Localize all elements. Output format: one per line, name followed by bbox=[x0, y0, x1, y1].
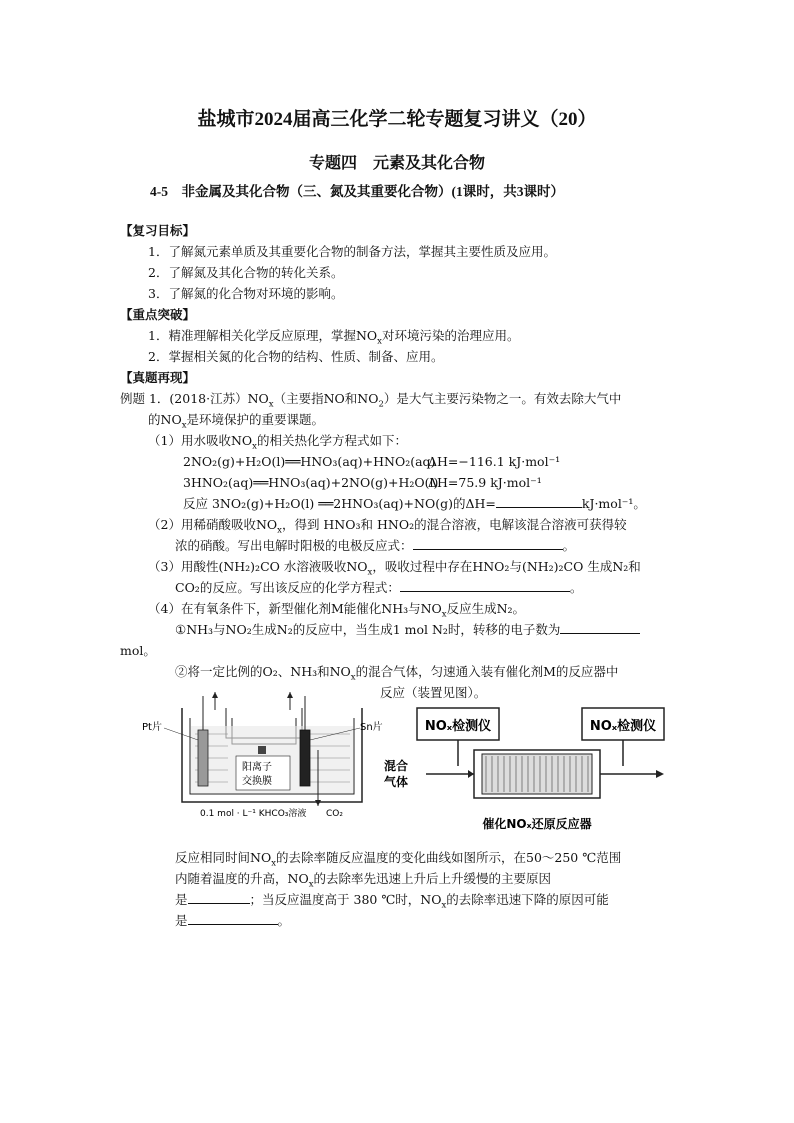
solution-label: 0.1 mol · L⁻¹ KHCO₃溶液 bbox=[200, 809, 307, 819]
membrane-label-1: 阳离子 bbox=[242, 762, 272, 773]
question-1: （1）用水吸收$NO_x$的相关热化学方程式如下： bbox=[148, 433, 407, 452]
question-2-line-1: （2）用稀硝酸吸收$NO_x$，得到 HNO₃和 HNO₂的混合溶液，电解该混合溶液可获得较 bbox=[148, 517, 627, 536]
gas-out-arrow-left bbox=[212, 692, 218, 698]
equation-3: 反应 3NO₂(g)+H₂O(l) ══2HNO₃(aq)+NO(g)的ΔH= kJ·mol⁻¹。 bbox=[183, 496, 646, 511]
equation-1-dh: ΔH=−116.1 kJ·mol⁻¹ bbox=[428, 454, 561, 469]
page-title: 盐城市2024届高三化学二轮专题复习讲义（20） bbox=[197, 109, 597, 130]
real-exam-heading: 【真题再现】 bbox=[120, 370, 196, 385]
key-points-heading: 【重点突破】 bbox=[120, 307, 196, 322]
review-goals-heading: 【复习目标】 bbox=[120, 223, 196, 238]
lesson-title: 4-5 非金属及其化合物（三、氮及其重要化合物）(1课时，共3课时） bbox=[150, 184, 564, 199]
detector-right-label: NOₓ检测仪 bbox=[589, 719, 657, 734]
answer-blank[interactable] bbox=[560, 621, 640, 634]
membrane-label-2: 交换膜 bbox=[242, 776, 272, 787]
answer-blank[interactable] bbox=[188, 912, 278, 925]
topic-title: 专题四 元素及其化合物 bbox=[308, 155, 485, 172]
gas-out-arrow-right bbox=[287, 692, 293, 698]
example-line-1: 例题 1．(2018·江苏）$NO_x$（主要指NO和$NO_2$）是大气主要污染物之一。有效去除大气中 bbox=[120, 391, 622, 410]
goal-item-2: 2．了解氮及其化合物的转化关系。 bbox=[148, 265, 344, 280]
pt-label: Pt片 bbox=[142, 722, 162, 733]
question-4-1: ①NH₃与NO₂生成N₂的反应中，当生成1 mol N₂时，转移的电子数为 bbox=[175, 621, 640, 639]
question-4-1-end: mol。 bbox=[120, 643, 156, 658]
co2-label: CO₂ bbox=[326, 809, 343, 819]
equation-2: 3HNO₂(aq)══HNO₃(aq)+2NO(g)+H₂O(l) bbox=[183, 475, 439, 490]
paragraph-line-2: 内随着温度的升高，$NO_x$的去除率先迅速上升后上升缓慢的主要原因 bbox=[175, 871, 551, 890]
key-point-1: 1．精准理解相关化学反应原理，掌握$NO_x$对环境污染的治理应用。 bbox=[148, 328, 520, 347]
equation-2-dh: ΔH=75.9 kJ·mol⁻¹ bbox=[428, 475, 542, 490]
inlet-label-2: 气体 bbox=[384, 775, 409, 789]
sn-label: Sn片 bbox=[360, 722, 383, 733]
reactor-label: 催化NOₓ还原反应器 bbox=[482, 817, 592, 831]
paragraph-line-3: 是 ；当反应温度高于 380 ℃时，$NO_x$的去除率迅速下降的原因可能 bbox=[175, 892, 609, 911]
outlet-arrow bbox=[656, 770, 664, 778]
goal-item-3: 3．了解氮的化合物对环境的影响。 bbox=[148, 286, 344, 301]
key-point-2: 2．掌握相关氮的化合物的结构、性质、制备、应用。 bbox=[148, 349, 444, 364]
answer-blank[interactable] bbox=[496, 495, 582, 508]
question-4: （4）在有氧条件下，新型催化剂M能催化NH₃与$NO_x$反应生成N₂。 bbox=[148, 601, 526, 620]
sn-electrode bbox=[300, 730, 310, 786]
reactor-diagram bbox=[382, 700, 682, 840]
question-2-line-2: 浓的硝酸。写出电解时阳极的电极反应式： 。 bbox=[175, 538, 576, 553]
electrolysis-cell-diagram bbox=[140, 690, 400, 830]
pt-electrode bbox=[198, 730, 208, 786]
question-3-line-2: CO₂的反应。写出该反应的化学方程式： 。 bbox=[175, 580, 583, 595]
question-4-2-end: 反应（装置见图）。 bbox=[380, 685, 487, 700]
goal-item-1: 1．了解氮元素单质及其重要化合物的制备方法，掌握其主要性质及应用。 bbox=[148, 244, 556, 259]
answer-blank[interactable] bbox=[400, 579, 570, 592]
membrane-mark bbox=[258, 746, 266, 754]
example-line-2: 的$NO_x$是环境保护的重要课题。 bbox=[148, 412, 324, 431]
detector-left-label: NOₓ检测仪 bbox=[424, 719, 492, 734]
answer-blank[interactable] bbox=[188, 891, 250, 904]
answer-blank[interactable] bbox=[413, 537, 563, 550]
paragraph-line-1: 反应相同时间$NO_x$的去除率随反应温度的变化曲线如图所示，在50～250 ℃范围 bbox=[175, 850, 622, 869]
question-3-line-1: （3）用酸性(NH₂)₂CO 水溶液吸收$NO_x$，吸收过程中存在HNO₂与(NH₂)₂CO 生成N₂和 bbox=[148, 559, 641, 578]
paragraph-line-4: 是 。 bbox=[175, 913, 291, 928]
equation-1: 2NO₂(g)+H₂O(l)══HNO₃(aq)+HNO₂(aq) bbox=[183, 454, 436, 469]
inlet-arrow bbox=[468, 770, 474, 778]
question-4-2: ②将一定比例的O₂、NH₃和$NO_x$的混合气体，匀速通入装有催化剂M的反应器中 bbox=[175, 664, 619, 683]
inlet-label-1: 混合 bbox=[384, 759, 409, 773]
